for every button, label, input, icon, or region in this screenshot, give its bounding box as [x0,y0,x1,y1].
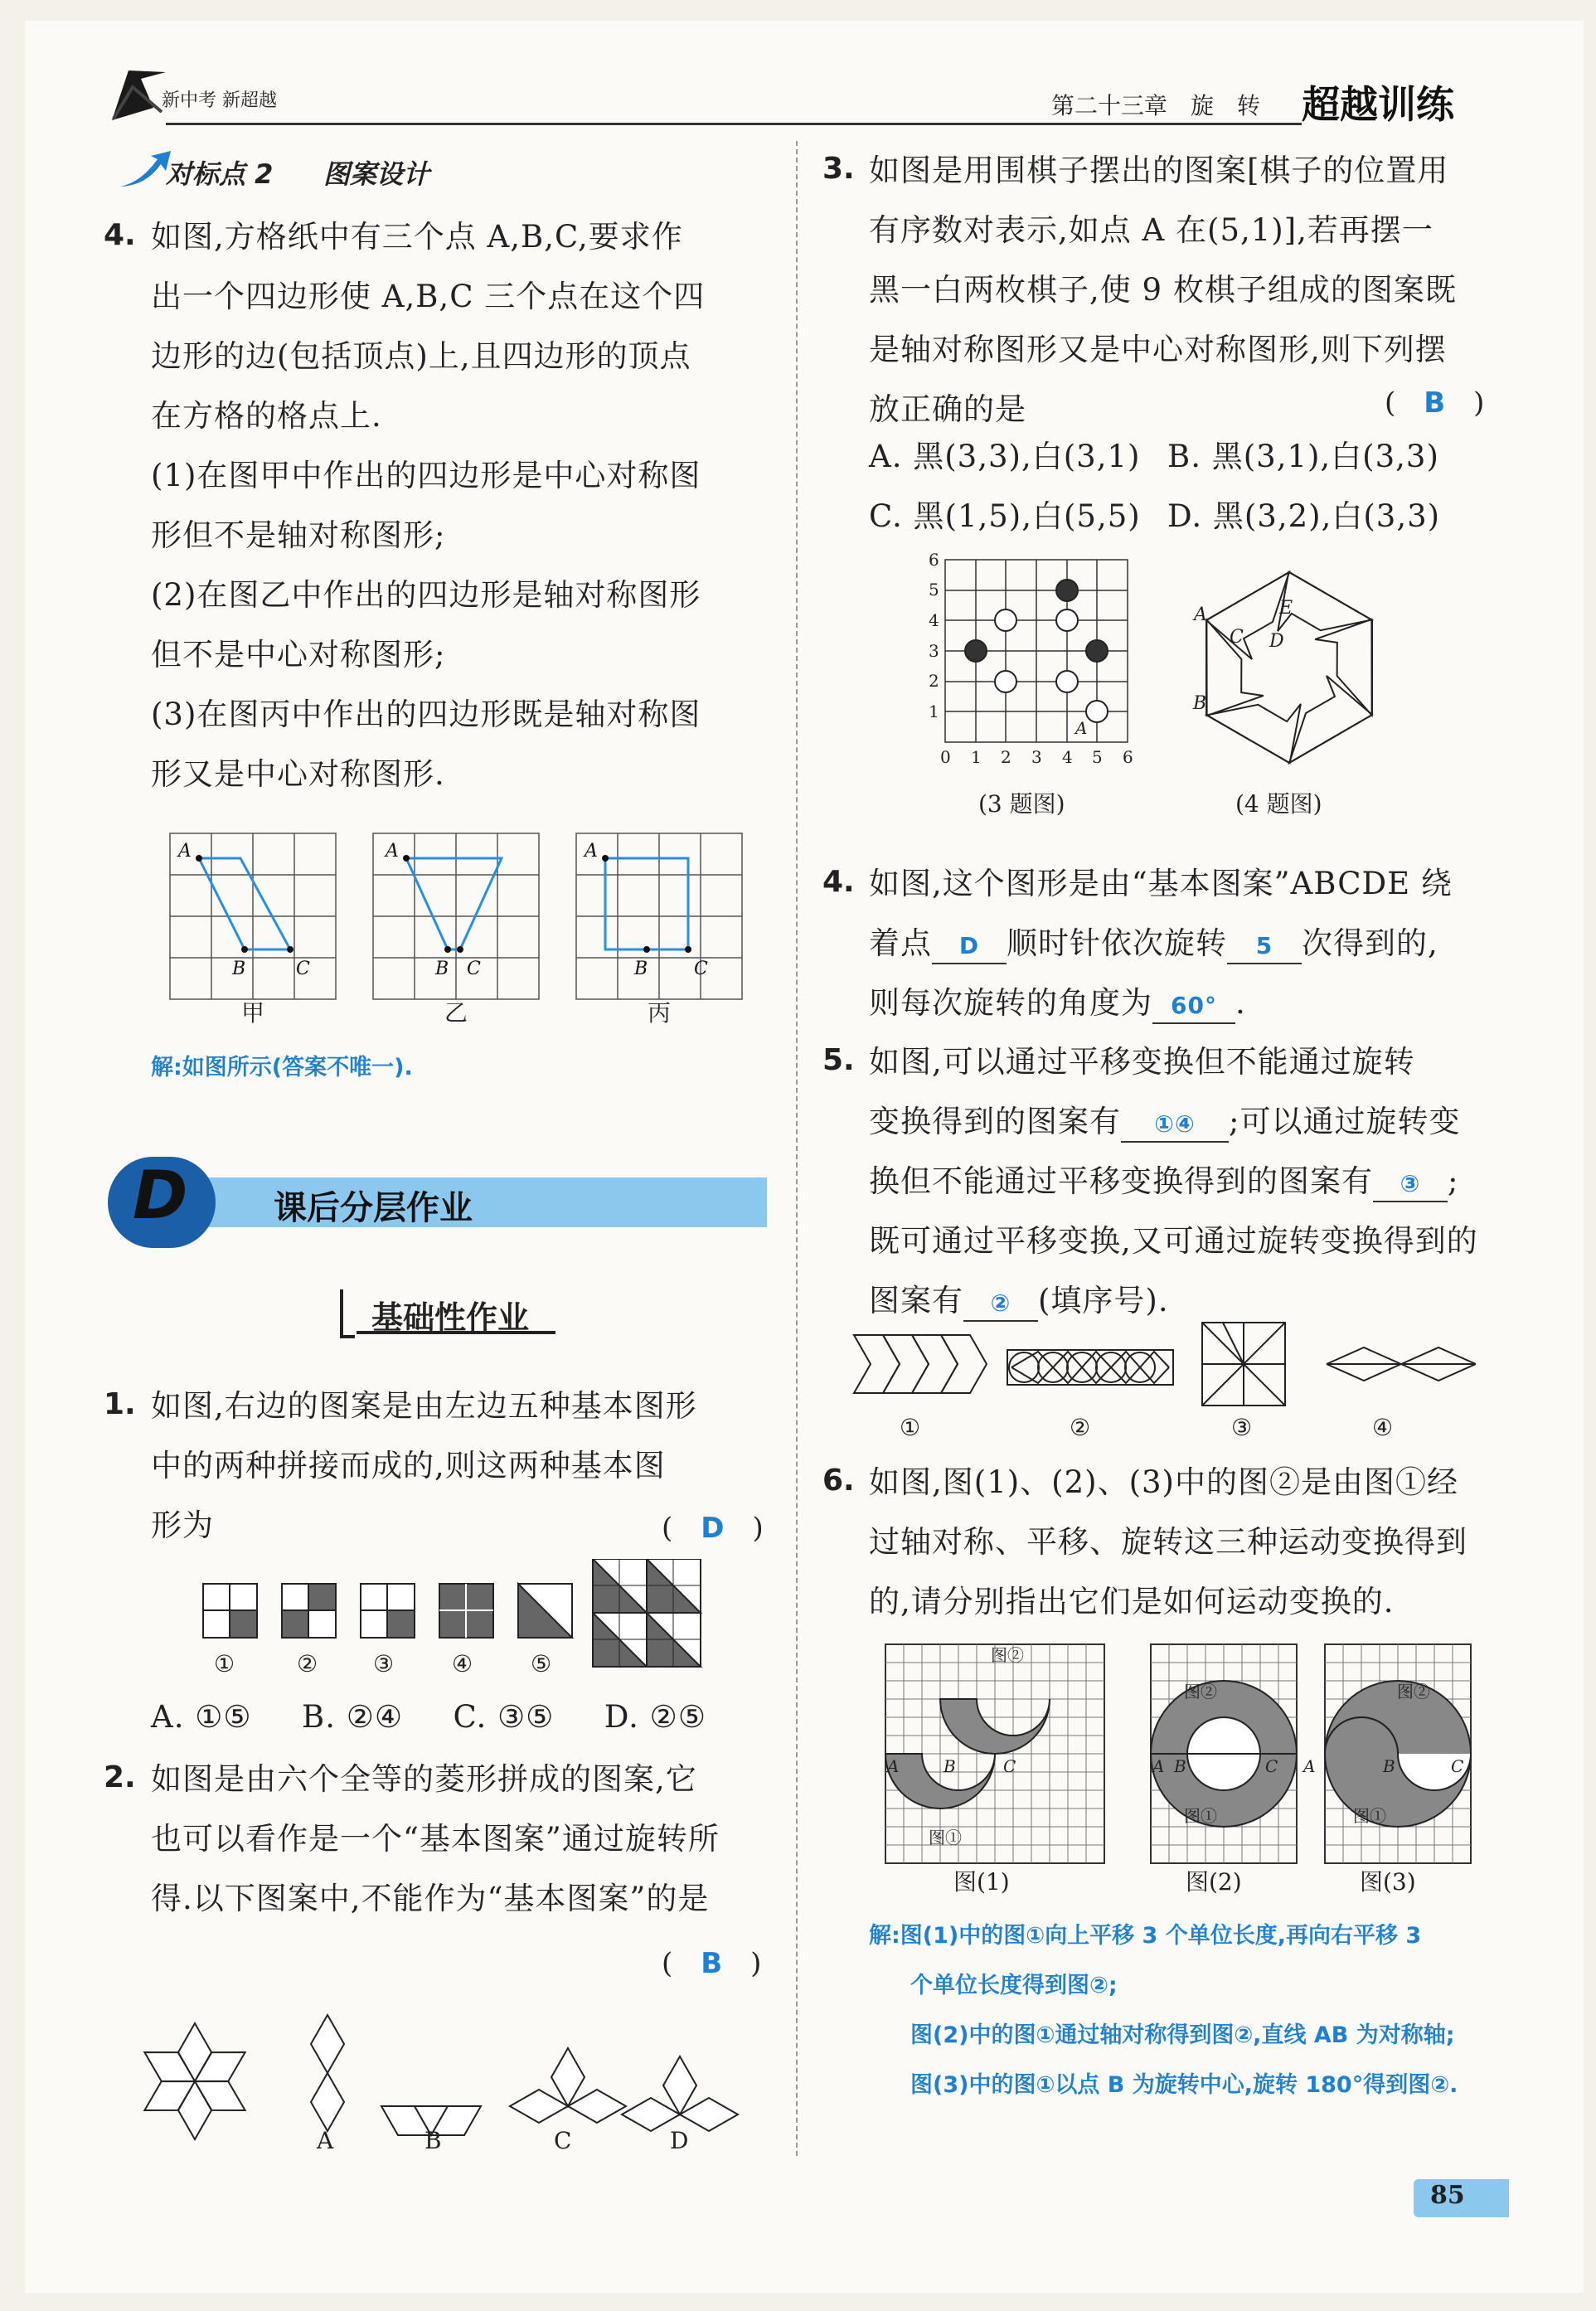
solution-line: 图(3)中的图①以点 B 为旋转中心,旋转 180°得到图②. [910,2072,1458,2098]
fill-blank[interactable]: ② [963,1287,1038,1322]
fig-tag: 图② [1184,1682,1217,1702]
question-number: 3. [822,152,855,186]
point-label: B [1193,693,1207,714]
q5-line: 如图,可以通过平移变换但不能通过旋转 [869,1044,1415,1080]
text-span: ;可以通过旋转变 [1229,1104,1461,1139]
q4-grids-figure [162,825,759,1024]
pattern-label: ④ [1372,1414,1394,1441]
q4-line: (1)在图甲中作出的四边形是中心对称图 [151,458,701,493]
answer-bracket: ( D ) [662,1512,764,1545]
q6-line: 的,请分别指出它们是如何运动变换的. [869,1584,1395,1619]
q3-line: 如图是用围棋子摆出的图案[棋子的位置用 [869,153,1449,188]
question-number: 5. [822,1043,855,1077]
point-label: A [178,841,192,862]
q5-line: 既可通过平移变换,又可通过旋转变换得到的 [869,1223,1478,1259]
answer-bracket: ( B ) [662,1947,762,1980]
point-label: B [1383,1756,1395,1776]
option-b[interactable]: B. 黑(3,1),白(3,3) [1167,439,1439,474]
solution-line: 个单位长度得到图②; [910,1973,1118,1998]
q4-solution: 解:如图所示(答案不唯一). [151,1055,413,1080]
x-tick: 0 [940,747,951,767]
text-span: 次得到的, [1302,925,1438,961]
page-number: 85 [1430,2181,1465,2210]
option-d[interactable]: D. ②⑤ [604,1699,706,1735]
question-number: 4. [104,218,136,252]
q3-line: 放正确的是 [869,391,1026,427]
point-label: C [694,959,708,979]
shape-label: ⑤ [531,1650,552,1677]
option-label: B [424,2127,442,2154]
option-c[interactable]: C. 黑(1,5),白(5,5) [869,498,1141,534]
q5-line [869,1152,1549,1211]
x-tick: 5 [1092,747,1103,767]
y-tick: 3 [929,641,939,661]
x-tick: 4 [1062,747,1073,767]
chapter-title: 第二十三章 旋 转 [1051,92,1261,119]
point-label: C [1265,1756,1278,1776]
grid-caption: 乙 [444,999,468,1027]
option-a[interactable]: A. 黑(3,3),白(3,1) [869,439,1141,474]
q2-rhombus-figure [141,2007,754,2164]
grid-caption: 图(3) [1360,1868,1416,1896]
x-tick: 2 [1001,747,1011,767]
q5-text [869,1032,1549,1331]
point-label: A [1194,604,1207,625]
y-tick: 6 [929,550,939,570]
question-number: 4. [822,865,855,899]
text-span: 则每次旋转的角度为 [869,985,1152,1021]
point-label: C [1451,1756,1464,1776]
fill-blank[interactable]: ①④ [1121,1108,1229,1143]
text-span: 着点 [869,925,932,961]
section-point-title: 图案设计 [323,158,430,190]
q4-text [151,207,781,804]
q3-answer: B [1424,386,1446,420]
shape-label: ② [297,1650,318,1677]
solution-line: 解:图(1)中的图①向上平移 3 个单位长度,再向右平移 3 [869,1923,1422,1949]
point-label: B [1174,1756,1186,1776]
q5-line [869,1092,1549,1152]
fig3-caption: (3 题图) [978,790,1065,818]
text-span: 变换得到的图案有 [869,1104,1121,1139]
option-d[interactable]: D. 黑(3,2),白(3,3) [1167,498,1441,534]
q2-line: 得.以下图案中,不能作为“基本图案”的是 [151,1881,710,1916]
point-label: C [296,959,310,979]
point-label: B [232,959,246,979]
point-label: C [467,959,481,979]
text-span: . [1235,985,1246,1021]
point-label: A [1303,1756,1316,1776]
q1-shapes-figure [195,1559,709,1708]
q4-line: 出一个四边形使 A,B,C 三个点在这个四 [151,279,706,314]
q4-line: 形但不是轴对称图形; [151,517,446,553]
answer-bracket: ( B ) [1385,386,1485,420]
option-label: D [670,2127,689,2154]
x-tick: 6 [1123,747,1133,767]
q6-text [869,1453,1549,1632]
q5-patterns-figure [846,1318,1476,1426]
y-tick: 4 [929,610,939,630]
y-tick: 5 [929,580,939,600]
grid-caption: 丙 [647,999,671,1027]
pattern-label: ① [900,1414,921,1441]
q1-line: 中的两种拼接而成的,则这两种基本图 [151,1448,666,1483]
text-span: (填序号). [1038,1283,1169,1318]
fig-tag: 图① [929,1828,962,1847]
shape-label: ④ [452,1650,473,1677]
q4-line: (2)在图乙中作出的四边形是轴对称图形 [151,577,701,613]
grid-caption: 甲 [240,999,264,1027]
section-d-letter: D [133,1157,188,1234]
point-label: C [1230,627,1244,648]
brand-logo-icon [104,62,170,129]
fig4-caption: (4 题图) [1235,790,1322,818]
grid-caption: 图(2) [1186,1868,1242,1896]
option-a[interactable]: A. ①⑤ [151,1699,252,1735]
fig-tag: 图② [991,1645,1024,1665]
pattern-label: ② [1070,1414,1091,1441]
text-span: 换但不能通过平移变换得到的图案有 [869,1163,1373,1199]
point-label: A [887,1756,900,1776]
question-number: 6. [822,1464,855,1498]
text-span: ; [1448,1163,1459,1199]
column-divider [796,141,798,2156]
shape-label: ① [214,1650,235,1677]
q4r-line [869,914,1549,973]
option-b[interactable]: B. ②④ [302,1699,404,1735]
y-tick: 2 [929,671,939,691]
q1-options [151,1687,781,1747]
q2-line: 如图是由六个全等的菱形拼成的图案,它 [151,1761,697,1797]
text-span: 顺时针依次旋转 [1007,925,1227,961]
q1-line: 形为 [151,1507,214,1543]
option-c[interactable]: C. ③⑤ [453,1699,555,1735]
grid-caption: 图(1) [953,1868,1010,1896]
header-rule [166,123,1302,125]
subsection-title: 基础性作业 [371,1299,530,1336]
question-number: 1. [104,1387,136,1421]
q6-grids-figure [879,1638,1476,1870]
q1-answer: D [701,1512,725,1545]
point-label: E [1279,598,1293,619]
shape-label: ③ [373,1650,395,1677]
section-point-label: 对标点 2 [166,158,274,190]
q6-line: 如图,图(1)、(2)、(3)中的图②是由图①经 [869,1464,1458,1500]
q3-line: 是轴对称图形又是中心对称图形,则下列摆 [869,332,1447,367]
q6-line: 过轴对称、平移、旋转这三种运动变换得到 [869,1524,1467,1560]
solution-line: 图(2)中的图①通过轴对称得到图②,直线 AB 为对称轴; [910,2022,1455,2048]
q4r-line [869,973,1549,1033]
q4-hexagon-figure [1190,564,1389,771]
point-label: A [1075,718,1088,738]
point-label: A [1152,1756,1165,1776]
y-tick: 1 [929,702,939,721]
point-label: A [585,841,598,862]
q2-line: 也可以看作是一个“基本图案”通过旋转所 [151,1821,720,1857]
q4r-line: 如图,这个图形是由“基本图案”ABCDE 绕 [869,866,1453,901]
point-label: D [1269,631,1284,652]
x-tick: 3 [1031,747,1042,767]
option-label: C [554,2127,572,2154]
q4-line: 在方格的格点上. [151,398,382,434]
fig-tag: 图② [1397,1682,1430,1702]
fig-tag: 图① [1184,1806,1217,1826]
q4-line: 形又是中心对称图形. [151,756,445,792]
q3-line: 有序数对表示,如点 A 在(5,1)],若再摆一 [869,212,1433,248]
fill-blank[interactable]: 5 [1227,930,1302,964]
point-label: C [1003,1756,1016,1776]
q2-text [151,1750,781,1929]
q1-line: 如图,右边的图案是由左边五种基本图形 [151,1388,697,1424]
section-d-title: 课后分层作业 [274,1189,473,1227]
q4-line: 如图,方格纸中有三个点 A,B,C,要求作 [151,219,683,255]
brand-text: 新中考 新超越 [162,90,277,111]
q3-options [869,427,1532,546]
q4-line: 但不是中心对称图形; [151,637,446,672]
q4-line: 边形的边(包括顶点)上,且四边形的顶点 [151,338,691,374]
q2-answer: B [701,1947,723,1980]
option-label: A [317,2127,334,2154]
point-label: A [386,841,399,862]
q6-solution [869,1911,1532,2110]
point-label: B [944,1756,956,1776]
fill-blank[interactable]: 60° [1152,989,1235,1024]
series-title: 超越训练 [1302,82,1454,127]
fig-tag: 图① [1353,1806,1386,1826]
q3-go-board-figure [916,547,1148,771]
q4r-text [869,854,1549,1033]
fill-blank[interactable]: D [932,930,1007,964]
fill-blank[interactable]: ③ [1373,1168,1448,1202]
q3-line: 黑一白两枚棋子,使 9 枚棋子组成的图案既 [869,272,1457,308]
text-span: 图案有 [869,1283,963,1318]
point-label: B [435,959,449,979]
pattern-label: ③ [1231,1414,1253,1441]
x-tick: 1 [971,747,982,767]
subsection-bracket [340,1289,355,1338]
q4-line: (3)在图丙中作出的四边形既是轴对称图 [151,697,701,732]
question-number: 2. [104,1760,136,1794]
point-label: B [634,959,648,979]
